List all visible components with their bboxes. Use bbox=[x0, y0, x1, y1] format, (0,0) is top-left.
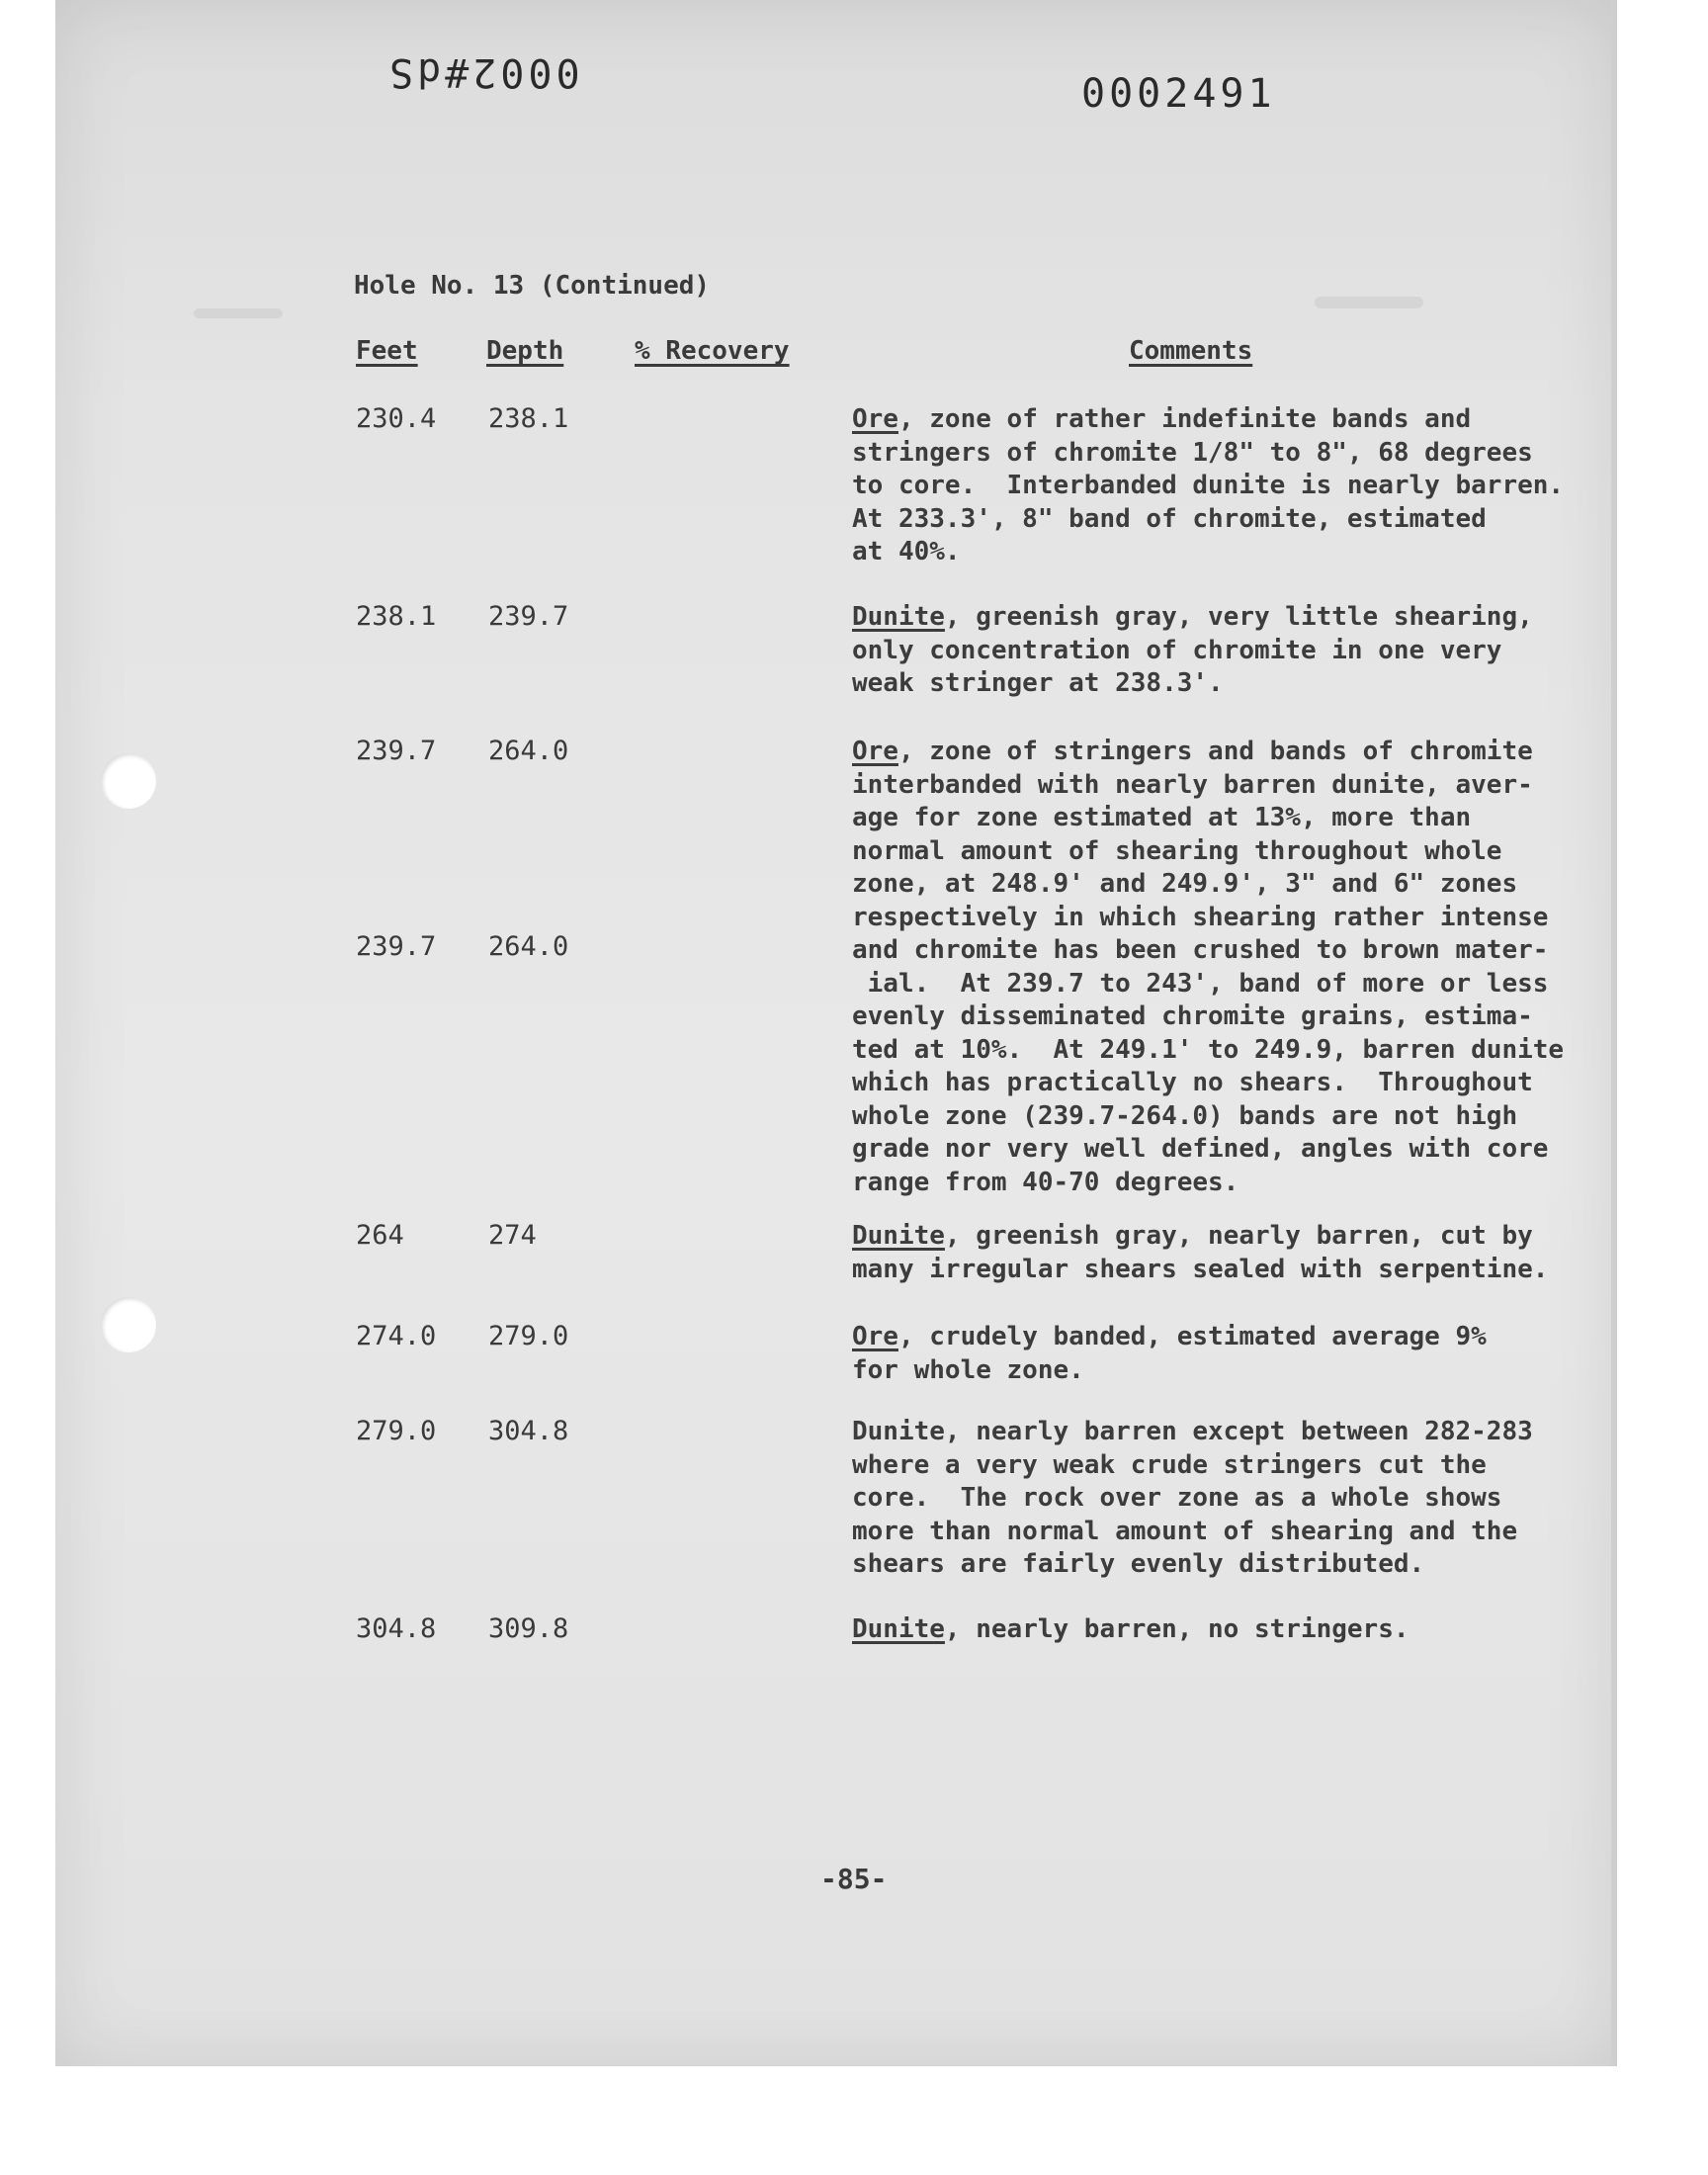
comment-cell bbox=[852, 403, 1623, 569]
comment-cell bbox=[852, 1220, 1623, 1286]
depth-cell: 264.0 bbox=[488, 931, 569, 962]
comment-text: , zone of rather indefinite bands and stringers of chromite 1/8" to 8", 68 degrees to core. Interbanded dunite is nearly barren. At 233.3', 8" band of chromite, estimated at 40%. bbox=[852, 404, 1565, 566]
comment-text: , nearly barren, no stringers. bbox=[944, 1614, 1409, 1644]
comment-text: , zone of stringers and bands of chromite interbanded with nearly barren dunite, aver- age for zone estimated at 13%, more than normal amount of shearing throughout whole zone, at 248.9' and 249.9', 3" and 6" zones respectively in which shearing rather intense and chromite has been crushed to brown mater- ial. At 239.7 to 243', band of more or less evenly disseminated chromite grains, estima- ted at 10%. At 249.1' to 249.9, barren dunite which has practically no shears. Throughout whole zone (239.7-264.0) bands are not high grade nor very well defined, angles with core range from 40-70 degrees. bbox=[852, 737, 1565, 1197]
feet-cell: 230.4 bbox=[356, 403, 437, 434]
depth-cell: 238.1 bbox=[488, 403, 569, 434]
feet-cell: 239.7 bbox=[356, 736, 437, 766]
comment-text: Dunite, nearly barren except between 282-283 where a very weak crude stringers cut the core. The rock over zone as a whole shows more than normal amount of shearing and the shears are fairly evenly distributed. bbox=[852, 1417, 1533, 1579]
page-title: Hole No. 13 (Continued) bbox=[354, 271, 711, 301]
depth-cell: 279.0 bbox=[488, 1321, 569, 1351]
feet-cell: 264 bbox=[356, 1220, 404, 1251]
feet-cell: 274.0 bbox=[356, 1321, 437, 1351]
feet-cell: 279.0 bbox=[356, 1416, 437, 1446]
depth-cell: 239.7 bbox=[488, 601, 569, 632]
comment-cell bbox=[852, 1416, 1623, 1582]
punch-hole bbox=[101, 753, 156, 809]
feet-cell: 239.7 bbox=[356, 931, 437, 962]
depth-cell: 264.0 bbox=[488, 736, 569, 766]
comment-cell bbox=[852, 1613, 1623, 1647]
depth-cell: 274 bbox=[488, 1220, 537, 1251]
comment-text: , crudely banded, estimated average 9% for whole zone. bbox=[852, 1322, 1487, 1385]
rock-type: Dunite bbox=[852, 602, 945, 632]
depth-cell: 304.8 bbox=[488, 1416, 569, 1446]
comment-cell bbox=[852, 1321, 1623, 1387]
rock-type: Dunite bbox=[852, 1221, 945, 1251]
page-number: -85- bbox=[820, 1863, 888, 1895]
column-header-comments: Comments bbox=[1129, 336, 1253, 366]
column-header-depth: Depth bbox=[486, 336, 564, 366]
feet-cell: 238.1 bbox=[356, 601, 437, 632]
column-header-feet: Feet bbox=[356, 336, 418, 366]
scan-smudge bbox=[194, 308, 283, 318]
rock-type: Ore bbox=[852, 1322, 898, 1351]
depth-cell: 309.8 bbox=[488, 1613, 569, 1644]
upside-down-stamp: 0002#dS bbox=[385, 49, 580, 95]
punch-hole bbox=[101, 1297, 156, 1352]
comment-cell bbox=[852, 736, 1623, 1199]
rock-type: Ore bbox=[852, 404, 898, 434]
comment-text: , greenish gray, very little shearing, only concentration of chromite in one very weak stringer at 238.3'. bbox=[852, 602, 1533, 698]
document-number-stamp: 0002491 bbox=[1081, 71, 1276, 117]
feet-cell: 304.8 bbox=[356, 1613, 437, 1644]
comment-cell bbox=[852, 601, 1623, 701]
rock-type: Ore bbox=[852, 737, 898, 766]
scan-smudge bbox=[1315, 297, 1423, 308]
column-header-recovery: % Recovery bbox=[635, 336, 790, 366]
comment-text: , greenish gray, nearly barren, cut by many irregular shears sealed with serpentine. bbox=[852, 1221, 1549, 1284]
rock-type: Dunite bbox=[852, 1614, 945, 1644]
